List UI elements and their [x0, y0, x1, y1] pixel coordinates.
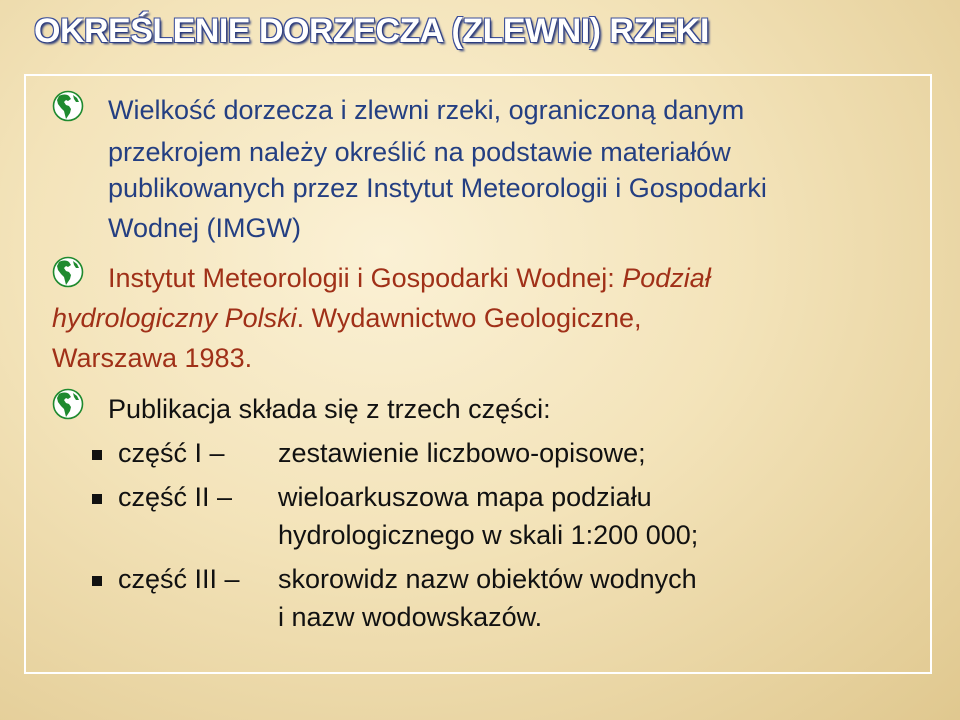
globe-americas-icon [52, 90, 84, 122]
part-description: wieloarkuszowa mapa podziału [278, 482, 652, 512]
bullet2-line2 [52, 305, 642, 332]
part-label: część II – [118, 482, 233, 512]
globe-americas-icon [52, 256, 84, 288]
book-title-part1: Podział [622, 263, 711, 293]
part-description-cont: hydrologicznego w skali 1:200 000; [278, 520, 699, 550]
square-bullet-icon [92, 494, 102, 504]
part-label: część I – [118, 438, 225, 468]
slide-title: OKREŚLENIE DORZECZA (ZLEWNI) RZEKI [34, 12, 709, 50]
globe-americas-icon [52, 388, 84, 420]
book-title-part2: hydrologiczny Polski [52, 303, 297, 333]
square-bullet-icon [92, 450, 102, 460]
bullet1-line3: publikowanych przez Instytut Meteorologii i Gospodarki [108, 173, 767, 203]
part-description: zestawienie liczbowo-opisowe; [278, 438, 646, 468]
part-description: skorowidz nazw obiektów wodnych [278, 564, 697, 594]
part-label: część III – [118, 564, 240, 594]
square-bullet-icon [92, 576, 102, 586]
bullet1-line2: przekrojem należy określić na podstawie materiałów [108, 137, 731, 167]
bullet1-line1: Wielkość dorzecza i zlewni rzeki, ograniczoną danym [108, 95, 745, 125]
part-description-cont: i nazw wodowskazów. [278, 602, 543, 632]
publisher-name: Instytut Meteorologii i Gospodarki Wodnej: [108, 263, 623, 293]
bullet3-intro: Publikacja składa się z trzech części: [108, 394, 551, 424]
bullet2-line3: Warszawa 1983. [52, 343, 253, 373]
bullet2-line1 [108, 265, 711, 292]
bullet1-line4: Wodnej (IMGW) [108, 213, 302, 243]
publisher-info: . Wydawnictwo Geologiczne, [296, 303, 642, 333]
